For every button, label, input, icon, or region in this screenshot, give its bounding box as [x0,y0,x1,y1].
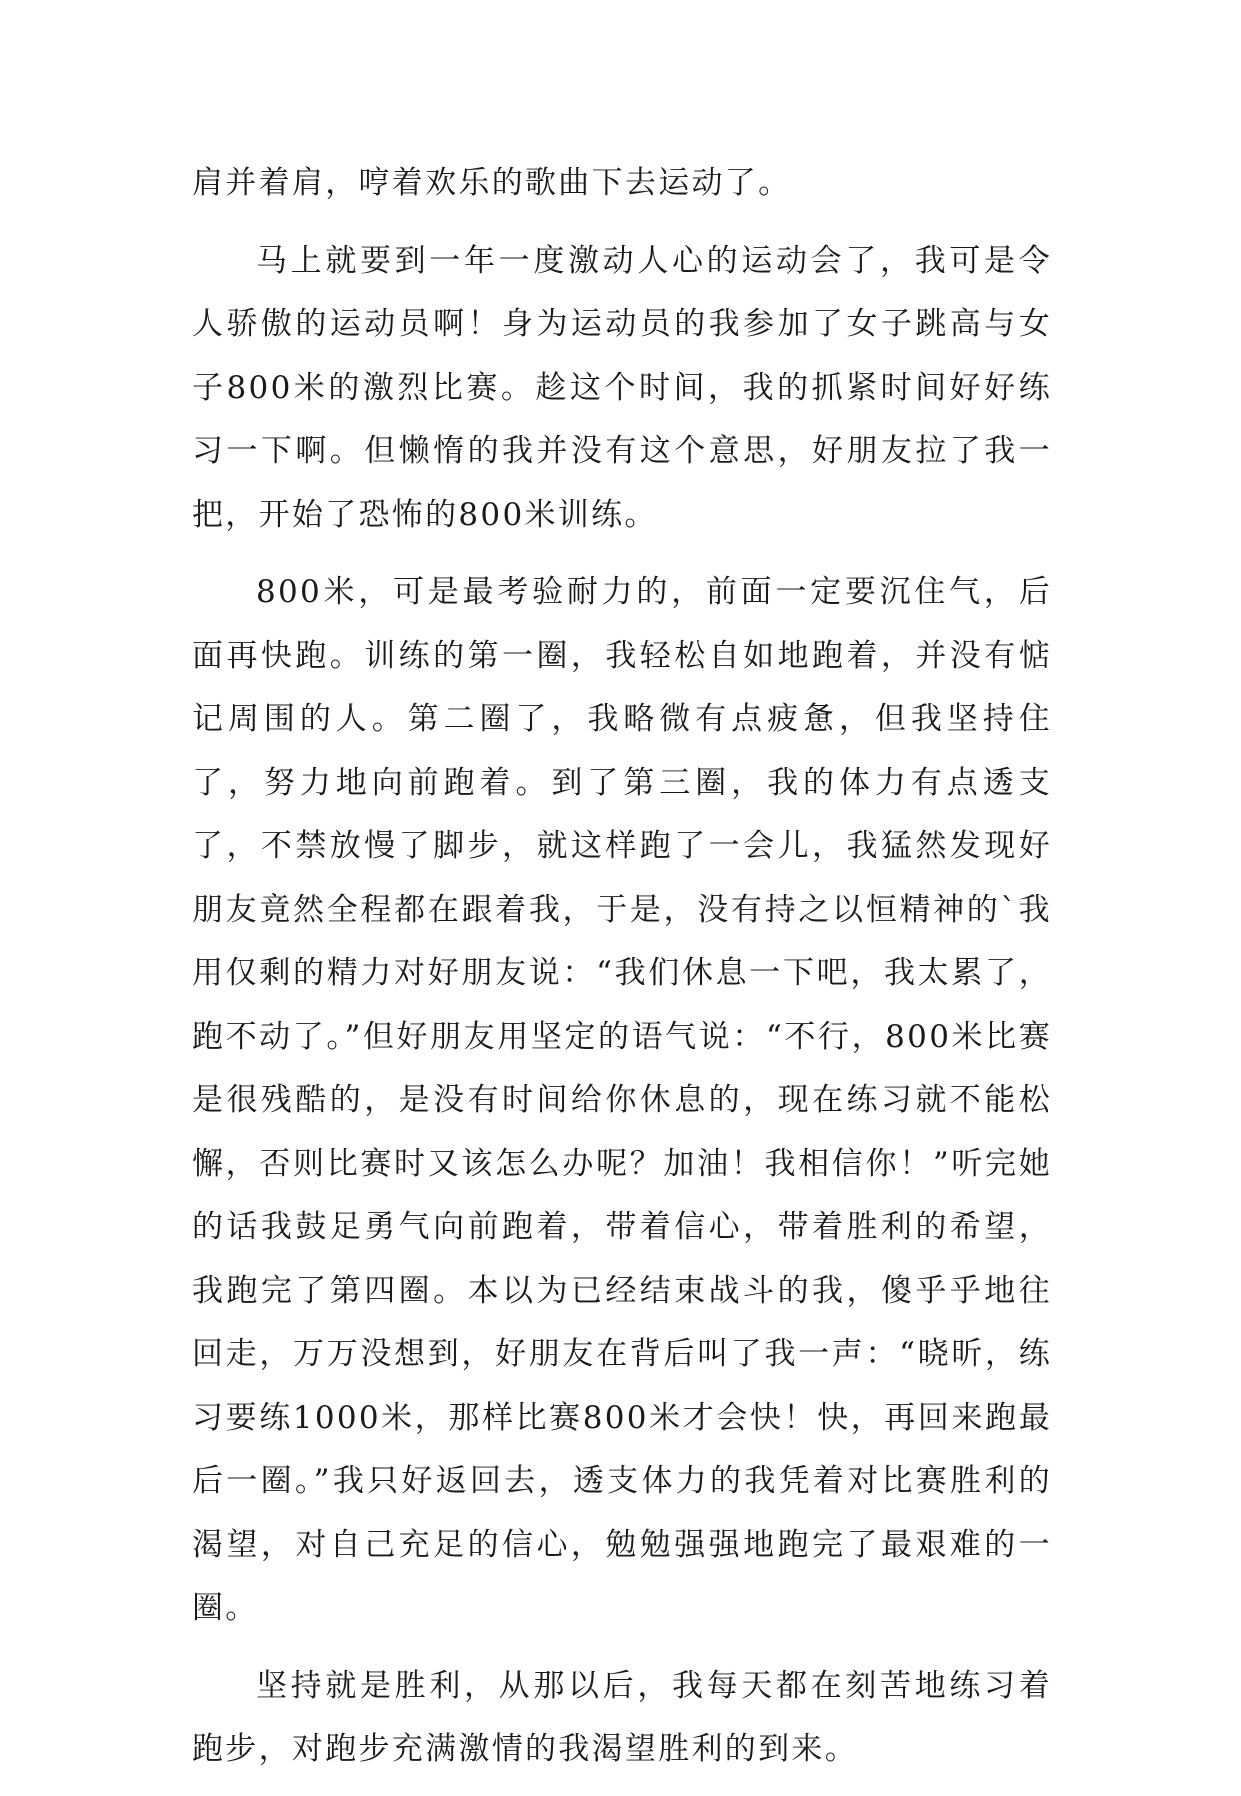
paragraph-continued: 肩并着肩，哼着欢乐的歌曲下去运动了。 [192,165,792,201]
body-text [192,152,1052,1796]
paragraph: 800米，可是最考验耐力的，前面一定要沉住气，后面再快跑。训练的第一圈，我轻松自如地跑着，并没有惦记周围的人。第二圈了，我略微有点疲惫，但我坚持住了，努力地向前跑着。到了第三圈，我的体力有点透支了，不禁放慢了脚步，就这样跑了一会儿，我猛然发现好朋友竟然全程都在跟着我，于是，没有持之以恒精神的`我用仅剩的精力对好朋友说：“我们休息一下吧，我太累了，跑不动了。”但好朋友用坚定的语气说：“不行，800米比赛是很残酷的，是没有时间给你休息的，现在练习就不能松懈，否则比赛时又该怎么办呢？加油！我相信你！”听完她的话我鼓足勇气向前跑着，带着信心，带着胜利的希望，我跑完了第四圈。本以为已经结束战斗的我，傻乎乎地往回走，万万没想到，好朋友在背后叫了我一声：“晓昕，练习要练1000米，那样比赛800米才会快！快，再回来跑最后一圈。”我只好返回去，透支体力的我凭着对比赛胜利的渴望，对自己充足的信心，勉勉强强地跑完了最艰难的一圈。 [192,574,1052,1626]
paragraph: 马上就要到一年一度激动人心的运动会了，我可是令人骄傲的运动员啊！身为运动员的我参加了女子跳高与女子800米的激烈比赛。趁这个时间，我的抓紧时间好好练习一下啊。但懒惰的我并没有这个意思，好朋友拉了我一把，开始了恐怖的800米训练。 [192,242,1052,533]
paragraph: 坚持就是胜利，从那以后，我每天都在刻苦地练习着跑步，对跑步充满激情的我渴望胜利的到来。 [192,1667,1052,1767]
